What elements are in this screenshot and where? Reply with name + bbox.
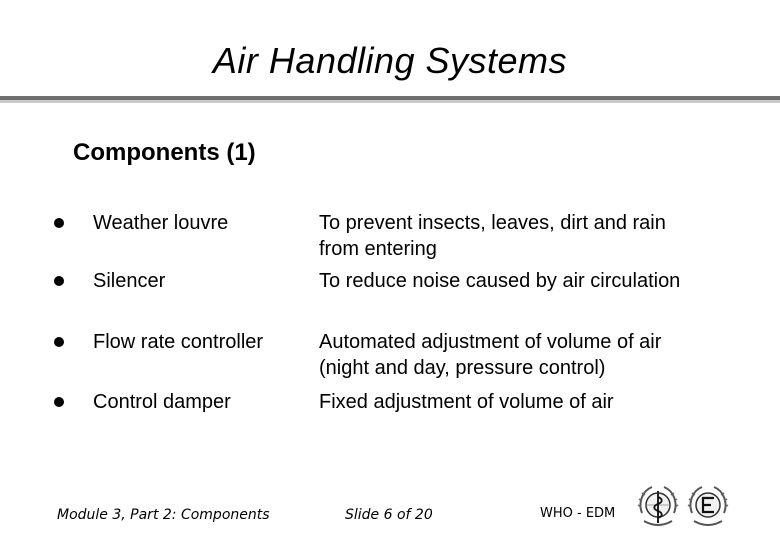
component-name: Weather louvre [93,212,229,234]
component-purpose: To prevent insects, leaves, dirt and rain from entering [319,212,666,260]
component-purpose: To reduce noise caused by air circulation [319,270,681,292]
component-name: Silencer [93,270,166,292]
who-emblem-icon [636,483,680,533]
section-heading: Components (1) [73,139,256,166]
title-rule [0,96,780,104]
footer-module: Module 3, Part 2: Components [57,507,270,523]
component-name: Flow rate controller [93,331,264,353]
bullet-icon [54,276,64,286]
title-rule-light [0,100,780,103]
bullet-icon [54,218,64,228]
bullet-icon [54,337,64,347]
footer-slide-number: Slide 6 of 20 [345,507,433,523]
component-purpose: Automated adjustment of volume of air (night and day, pressure control) [319,331,662,379]
bullet-icon [54,397,64,407]
component-purpose: Fixed adjustment of volume of air [319,391,614,413]
component-name: Control damper [93,391,231,413]
who-edm-emblem-icon [686,483,730,533]
footer-org: WHO - EDM [540,506,616,521]
slide-title: Air Handling Systems [212,40,568,81]
